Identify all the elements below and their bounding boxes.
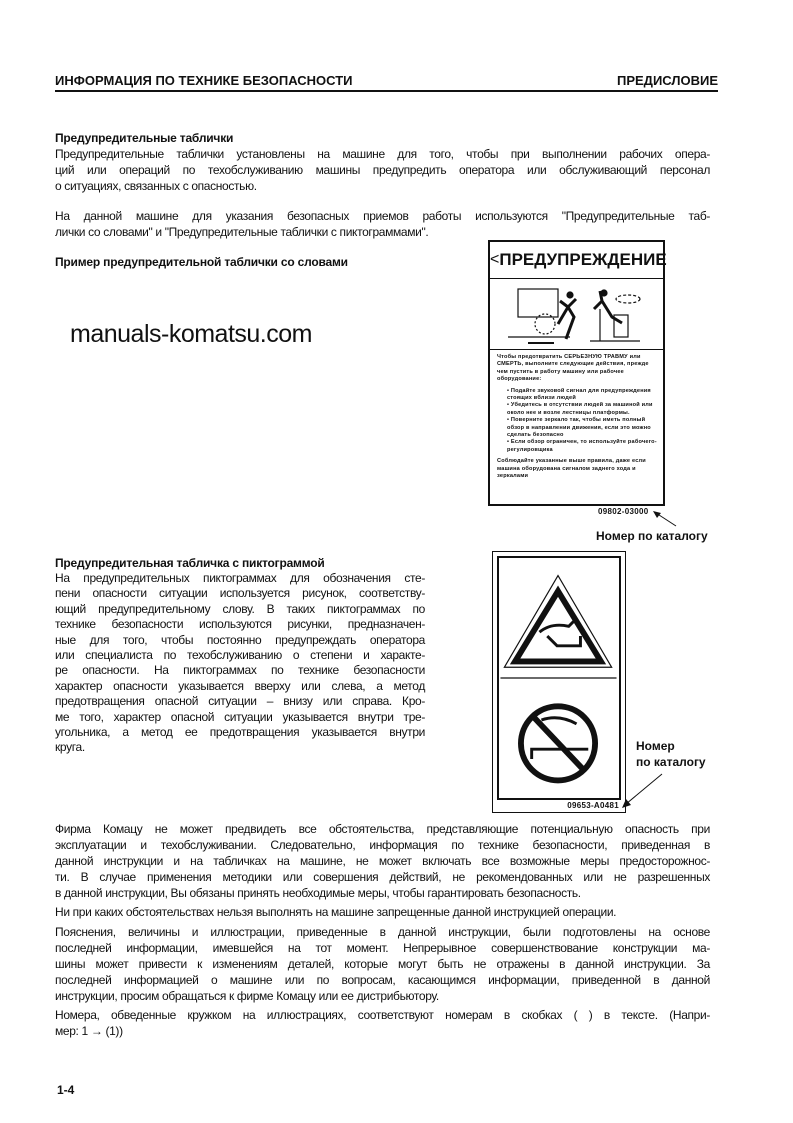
pictogram-hazard-and-prohibition-icon	[499, 558, 618, 798]
section-heading-picto-sign: Предупредительная табличка с пиктограммой	[55, 556, 325, 570]
section-heading-word-sign: Пример предупредительной таблички со словами	[55, 255, 348, 269]
word-warning-sign	[488, 240, 665, 506]
paragraph-numbering	[55, 1007, 710, 1039]
paragraph-picto	[55, 571, 425, 756]
text-line: технике безопасности используются рисунки, предназначен-	[55, 617, 425, 632]
paragraph-disclaimer	[55, 821, 710, 901]
text-line: или специалиста по техобслуживанию о степени и характе-	[55, 648, 425, 663]
text-line: мер: 1 → (1))	[55, 1024, 123, 1038]
sign-bullet: • Поверните зеркало так, чтобы иметь полный обзор в направлении движения, если это можно сделать безопасно	[507, 417, 657, 439]
text-line: Фирма Комацу не может предвидеть все обстоятельства, представляющие потенциальную опасность при	[55, 822, 710, 836]
text-line: шины может привести к изменениям деталей, которые могут быть не отражены в данной инструкции. За	[55, 957, 710, 971]
header-section-title: ИНФОРМАЦИЯ ПО ТЕХНИКЕ БЕЗОПАСНОСТИ	[55, 73, 353, 88]
paragraph-intro	[55, 146, 710, 194]
pictogram-warning-sign	[492, 551, 626, 813]
text-line: ющий предупредительному слову. В таких пиктограммах по	[55, 601, 425, 616]
text-line: лички со словами" и "Предупредительные таблички с пиктограммами".	[55, 225, 429, 239]
picto-catalog-code: 09653-A0481	[567, 801, 619, 810]
catalog-number-label-line1: Номер	[636, 739, 675, 753]
catalog-number-label-line2: по каталогу	[636, 755, 706, 769]
text-line: ций или операций по техобслуживанию машины предупредить оператора или обслуживающий персонал	[55, 163, 710, 177]
watermark: manuals-komatsu.com	[70, 320, 312, 348]
sign-intro: Чтобы предотвратить СЕРЬЕЗНУЮ ТРАВМУ или СМЕРТЬ, выполните следующие действия, прежде чем пустить в работу машину или рабочее оборудование:	[497, 354, 649, 383]
text-line: характер опасности указывается вверху или слева, а метод	[55, 678, 425, 693]
text-line: последней информации, имевшейся на тот момент. Непрерывное совершенствование конструкции ма-	[55, 941, 710, 955]
text-line: Ни при каких обстоятельствах нельзя выполнять на машине запрещенные данной инструкцией операции.	[55, 905, 617, 919]
sign-bullet: • Убедитесь в отсутствии людей за машиной или около нее и возле лестницы платформы.	[507, 402, 657, 417]
sign-bullet: • Подайте звуковой сигнал для предупреждения стоящих вблизи людей	[507, 388, 657, 403]
text-line: данной инструкции и на табличках на машине, не может включать все возможные меры предосторожнос-	[55, 854, 710, 868]
sign-bullet: • Если обзор ограничен, то используйте рабочего-регулировщика	[507, 439, 657, 454]
text-line: о ситуациях, связанных с опасностью.	[55, 179, 257, 193]
text-line: На данной машине для указания безопасных приемов работы используются "Предупредительные таб-	[55, 209, 710, 223]
text-line: Предупредительные таблички установлены на машине для того, чтобы при выполнении рабочих опера-	[55, 147, 710, 161]
paragraph-updates	[55, 924, 710, 1004]
header-chapter-title: ПРЕДИСЛОВИЕ	[617, 73, 718, 88]
text-line: инструкции, просим обращаться к фирме Комацу или ее дистрибьютору.	[55, 989, 439, 1003]
paragraph-prohibited	[55, 904, 710, 920]
text-line: ре опасности. На пиктограммах по технике безопасности	[55, 663, 425, 678]
text-line: ные для того, чтобы постоянно предупреждать оператора	[55, 632, 425, 647]
header-divider	[55, 90, 718, 92]
page-number: 1-4	[57, 1083, 75, 1097]
catalog-arrow-icon	[618, 772, 668, 810]
text-line: угольника, а метод ее предотвращения указывается внутри	[55, 725, 425, 740]
sign-footer: Соблюдайте указанные выше правила, даже если машина оборудована сигналом заднего хода и зеркалами	[497, 458, 646, 480]
text-line: в данной инструкции, Вы обязаны принять необходимые меры, чтобы гарантировать безопасность.	[55, 886, 581, 900]
sign-instructions	[497, 354, 657, 481]
text-line: На предупредительных пиктограммах для обозначения сте-	[55, 571, 425, 585]
text-line: последней информацией о машине или по вопросам, касающимся информации, приведенной в данной	[55, 973, 710, 987]
section-heading-warning-plates: Предупредительные таблички	[55, 131, 234, 145]
sign-illustration	[490, 279, 663, 350]
sign-heading: ПРЕДУПРЕЖДЕНИЕ	[499, 250, 667, 269]
text-line: пени опасности ситуации используется рисунок, соответству-	[55, 586, 425, 601]
catalog-number-label: Номер по каталогу	[596, 529, 708, 543]
safety-alert-symbol: <	[490, 251, 500, 268]
text-line: Пояснения, величины и иллюстрации, приведенные в данной инструкции, были подготовлены на основе	[55, 925, 710, 939]
text-line: Номера, обведенные кружком на иллюстрациях, соответствуют номерам в скобках ( ) в тексте. (Напри-	[55, 1008, 710, 1022]
text-line: эксплуатации и техобслуживании. Следовательно, информация по технике безопасности, приведенная в	[55, 838, 710, 852]
text-line: предотвращения опасной ситуации – внизу или справа. Кро-	[55, 694, 425, 709]
catalog-arrow-icon	[650, 510, 680, 530]
sign-catalog-code: 09802-03000	[598, 507, 649, 516]
paragraph-sign-types	[55, 208, 710, 240]
text-line: ме того, характер опасной ситуации указывается внутри тре-	[55, 709, 425, 724]
text-line: ти. В случае применения методики или совершения действий, не рекомендованных или не разрешенных	[55, 870, 710, 884]
text-line: круга.	[55, 740, 85, 755]
